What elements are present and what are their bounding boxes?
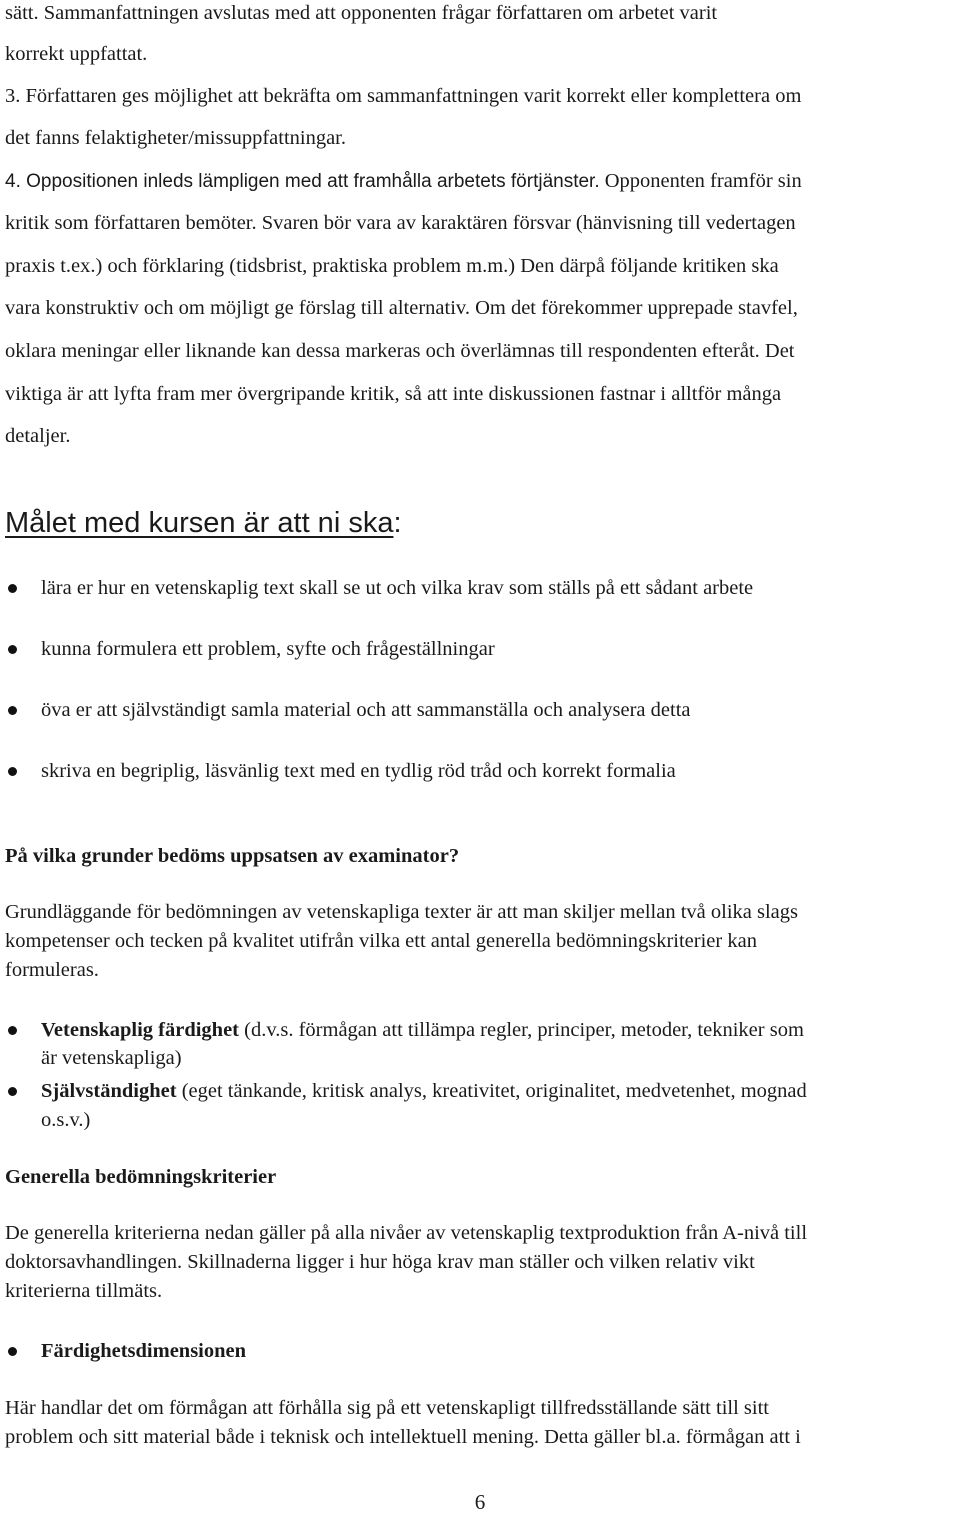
intro-line-7: praxis t.ex.) och förklaring (tidsbrist, praktiska problem m.m.) Den därpå följande kritiken ska <box>5 255 779 277</box>
intro-line-5-serif: Opponenten framför sin <box>604 170 802 192</box>
assessment-bullet-1 <box>41 1017 804 1043</box>
intro-line-8: vara konstruktiv och om möjligt ge förslag till alternativ. Om det förekommer upprepade stavfel, <box>5 297 798 319</box>
bullet-icon <box>8 767 17 776</box>
intro-line-3: 3. Författaren ges möjlighet att bekräfta om sammanfattningen varit korrekt eller komplettera om <box>5 85 802 107</box>
assessment-para-line-3: formuleras. <box>5 959 99 981</box>
intro-line-11: detaljer. <box>5 425 71 447</box>
criteria-para-line-2: doktorsavhandlingen. Skillnaderna ligger i hur höga krav man ställer och vilken relativ vikt <box>5 1251 755 1273</box>
assessment-bullet-1-term: Vetenskaplig färdighet <box>41 1019 239 1041</box>
page-number: 6 <box>474 1490 486 1514</box>
goal-item-3: öva er att självständigt samla material och att sammanställa och analysera detta <box>41 699 691 721</box>
intro-line-10: viktiga är att lyfta fram mer övergripande kritik, så att inte diskussionen fastnar i alltför många <box>5 383 782 405</box>
goals-heading-colon: : <box>393 507 402 539</box>
criteria-subheading: Färdighetsdimensionen <box>41 1340 247 1362</box>
intro-line-2: korrekt uppfattat. <box>5 43 148 65</box>
criteria-para-line-3: kriterierna tillmäts. <box>5 1280 163 1302</box>
bullet-icon <box>8 1347 17 1356</box>
intro-line-5-sans: 4. Oppositionen inleds lämpligen med att framhålla arbetets förtjänster. <box>5 171 600 192</box>
assessment-para-line-2: kompetenser och tecken på kvalitet utifrån vilka ett antal generella bedömningskriterier kan <box>5 930 757 952</box>
bullet-icon <box>8 1087 17 1096</box>
criteria-sub-para-line-2: problem och sitt material både i teknisk och intellektuell mening. Detta gäller bl.a. förmågan att i <box>5 1426 801 1448</box>
assessment-bullet-2 <box>41 1078 807 1104</box>
assessment-bullet-2-term: Självständighet <box>41 1080 177 1102</box>
assessment-bullet-2-cont: o.s.v.) <box>41 1109 91 1131</box>
goal-item-2: kunna formulera ett problem, syfte och frågeställningar <box>41 638 495 660</box>
assessment-bullet-2-desc: (eget tänkande, kritisk analys, kreativitet, originalitet, medvetenhet, mognad <box>176 1080 807 1102</box>
goal-item-1: lära er hur en vetenskaplig text skall se ut och vilka krav som ställs på ett sådant arbete <box>41 577 754 599</box>
intro-line-4: det fanns felaktigheter/missuppfattningar. <box>5 127 347 149</box>
intro-line-1: sätt. Sammanfattningen avslutas med att opponenten frågar författaren om arbetet varit <box>5 2 718 24</box>
intro-line-6: kritik som författaren bemöter. Svaren bör vara av karaktären försvar (hänvisning till vedertagen <box>5 212 796 234</box>
goals-heading <box>5 505 402 541</box>
assessment-bullet-1-desc: (d.v.s. förmågan att tillämpa regler, principer, metoder, tekniker som <box>239 1019 804 1041</box>
intro-line-5 <box>5 168 802 195</box>
criteria-heading: Generella bedömningskriterier <box>5 1166 277 1188</box>
assessment-heading: På vilka grunder bedöms uppsatsen av examinator? <box>5 845 460 867</box>
bullet-icon <box>8 584 17 593</box>
criteria-sub-para-line-1: Här handlar det om förmågan att förhålla sig på ett vetenskapligt tillfredsställande sätt till sitt <box>5 1397 769 1419</box>
assessment-bullet-1-cont: är vetenskapliga) <box>41 1047 182 1069</box>
bullet-icon <box>8 1026 17 1035</box>
bullet-icon <box>8 706 17 715</box>
bullet-icon <box>8 645 17 654</box>
criteria-para-line-1: De generella kriterierna nedan gäller på alla nivåer av vetenskaplig textproduktion från A-nivå till <box>5 1222 808 1244</box>
intro-line-9: oklara meningar eller liknande kan dessa markeras och överlämnas till respondenten efteråt. Det <box>5 340 795 362</box>
assessment-para-line-1: Grundläggande för bedömningen av vetenskapliga texter är att man skiljer mellan två olika slags <box>5 901 798 923</box>
goals-heading-text: Målet med kursen är att ni ska <box>5 507 394 539</box>
goal-item-4: skriva en begriplig, läsvänlig text med en tydlig röd tråd och korrekt formalia <box>41 760 676 782</box>
